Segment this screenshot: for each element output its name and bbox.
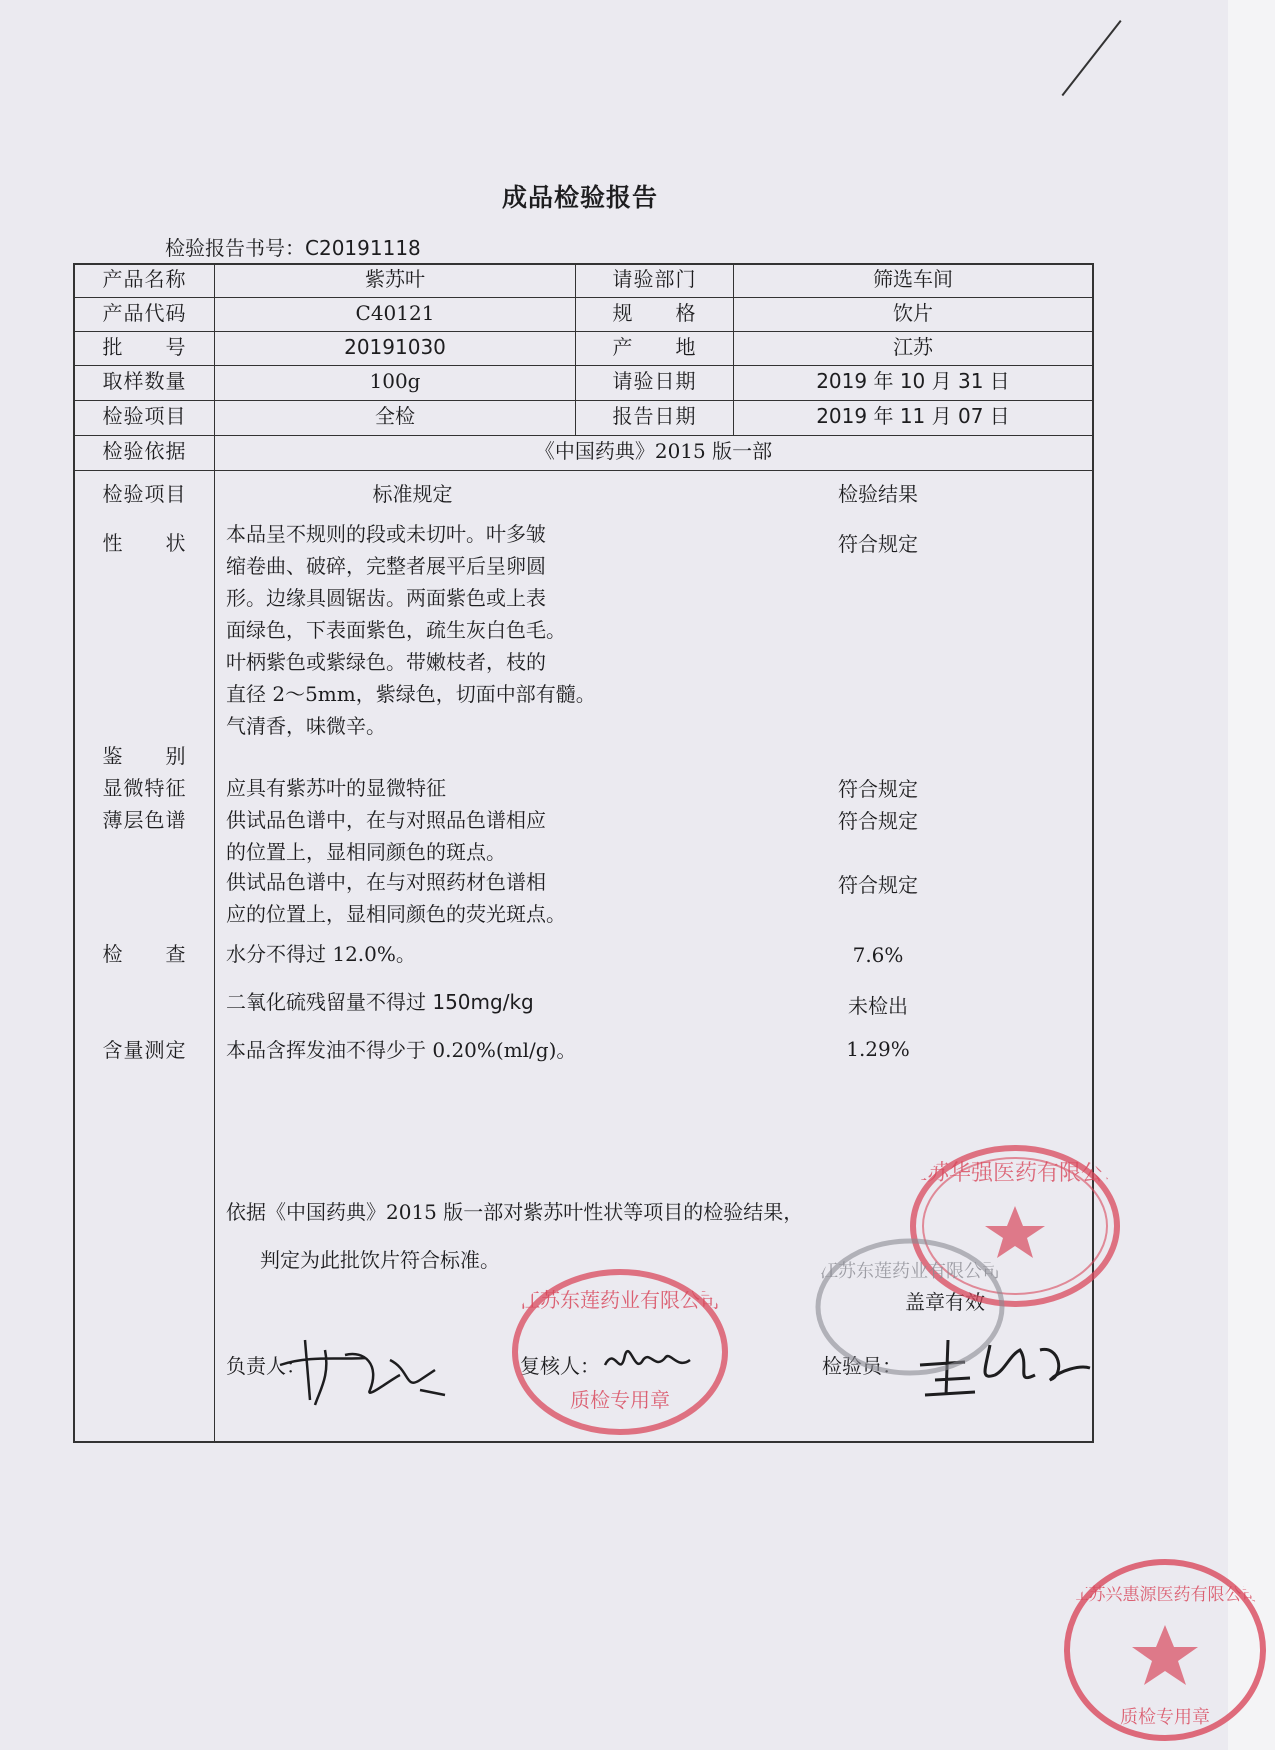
value-test-item: 全检	[375, 404, 415, 428]
item-xingzhuang-standard: 本品呈不规则的段或未切叶。叶多皱 缩卷曲、破碎，完整者展平后呈卵圆 形。边缘具圆锯齿。两面紫色或上表 面绿色，下表面紫色，疏生灰白色毛。 叶柄紫色或紫绿色。带嫩枝者，枝的 直径 2～5mm，紫绿色，切面中部有髓。 气清香，味微辛。	[226, 522, 596, 738]
svg-text:质检专用章: 质检专用章	[570, 1388, 670, 1412]
item-bocengsepu-result-2: 符合规定	[838, 873, 918, 897]
svg-text:江苏东莲药业有限公司: 江苏东莲药业有限公司	[520, 1288, 720, 1312]
label-basis: 检验依据	[102, 439, 187, 463]
value-spec: 饮片	[893, 301, 933, 325]
value-report-date: 2019 年 11 月 07 日	[816, 404, 1010, 428]
label-request-dept: 请验部门	[612, 267, 697, 291]
label-sample-qty: 取样数量	[102, 369, 187, 393]
item-xianwei-standard: 应具有紫苏叶的显微特征	[226, 776, 446, 800]
label-report-date: 报告日期	[612, 404, 697, 428]
item-bocengsepu-result-1: 符合规定	[838, 809, 918, 833]
item-xingzhuang-result: 符合规定	[838, 532, 918, 556]
seal-valid-note: 盖章有效	[905, 1290, 985, 1314]
item-hanliang-standard: 本品含挥发油不得少于 0.20%(ml/g)。	[226, 1038, 577, 1062]
report-title: 成品检验报告	[501, 183, 658, 212]
conclusion-line-2: 判定为此批饮片符合标准。	[260, 1248, 500, 1272]
svg-text:质检专用章: 质检专用章	[1120, 1707, 1210, 1728]
responsible-signature	[270, 1320, 470, 1410]
label-product-name: 产品名称	[102, 267, 187, 291]
item-jiancha-result-1: 7.6%	[852, 943, 904, 967]
label-origin: 产 地	[612, 335, 697, 359]
item-bocengsepu-standard-1: 供试品色谱中，在与对照品色谱相应 的位置上，显相同颜色的斑点。	[226, 808, 546, 864]
svg-text:江苏兴惠源医药有限公司: 江苏兴惠源医药有限公司	[1071, 1585, 1259, 1605]
value-batch: 20191030	[344, 335, 446, 359]
report-number: 检验报告书号：C20191118	[165, 236, 421, 260]
value-origin: 江苏	[893, 335, 933, 359]
item-bocengsepu-label: 薄层色谱	[102, 808, 187, 832]
label-batch: 批 号	[102, 335, 187, 359]
item-jianbie-label: 鉴 别	[102, 744, 187, 768]
conclusion-line-1: 依据《中国药典》2015 版一部对紫苏叶性状等项目的检验结果，	[226, 1200, 804, 1224]
value-request-date: 2019 年 10 月 31 日	[816, 369, 1010, 393]
col-standard: 标准规定	[372, 482, 453, 506]
fold-mark	[1062, 20, 1122, 96]
svg-text:江苏华强医药有限公司: 江苏华强医药有限公司	[905, 1161, 1125, 1186]
label-request-date: 请验日期	[612, 369, 697, 393]
grey-seal-donglian	[810, 1232, 1010, 1382]
item-jiancha-standard-1: 水分不得过 12.0%。	[226, 942, 416, 966]
red-seal-xinghuiyuan-qc	[1060, 1555, 1270, 1745]
signature-responsible-label: 负责人：	[226, 1354, 306, 1378]
item-hanliang-label: 含量测定	[102, 1038, 187, 1062]
signature-reviewer-label: 复核人：	[520, 1354, 600, 1378]
value-request-dept: 筛选车间	[873, 267, 953, 291]
item-jiancha-result-2: 未检出	[848, 994, 908, 1018]
value-product-name: 紫苏叶	[365, 267, 425, 291]
item-hanliang-result: 1.29%	[846, 1037, 910, 1061]
label-test-item: 检验项目	[102, 404, 187, 428]
value-product-code: C40121	[355, 301, 435, 325]
svg-text:江苏东莲药业有限公司: 江苏东莲药业有限公司	[820, 1261, 1000, 1282]
item-xingzhuang-label: 性 状	[102, 531, 187, 555]
item-xianwei-result: 符合规定	[838, 777, 918, 801]
label-product-code: 产品代码	[102, 301, 187, 325]
value-sample-qty: 100g	[369, 369, 421, 393]
value-basis: 《中国药典》2015 版一部	[534, 439, 773, 463]
scan-edge	[1228, 0, 1275, 1750]
item-jiancha-label: 检 查	[102, 942, 187, 966]
signature-inspector-label: 检验员：	[822, 1354, 902, 1378]
label-spec: 规 格	[612, 301, 697, 325]
col-result: 检验结果	[838, 482, 918, 506]
item-bocengsepu-standard-2: 供试品色谱中，在与对照药材色谱相 应的位置上，显相同颜色的荧光斑点。	[226, 870, 566, 926]
col-item: 检验项目	[102, 482, 187, 506]
item-xianwei-label: 显微特征	[102, 776, 187, 800]
red-seal-donglian-qc	[505, 1262, 735, 1442]
item-jiancha-standard-2: 二氧化硫残留量不得过 150mg/kg	[226, 990, 534, 1014]
